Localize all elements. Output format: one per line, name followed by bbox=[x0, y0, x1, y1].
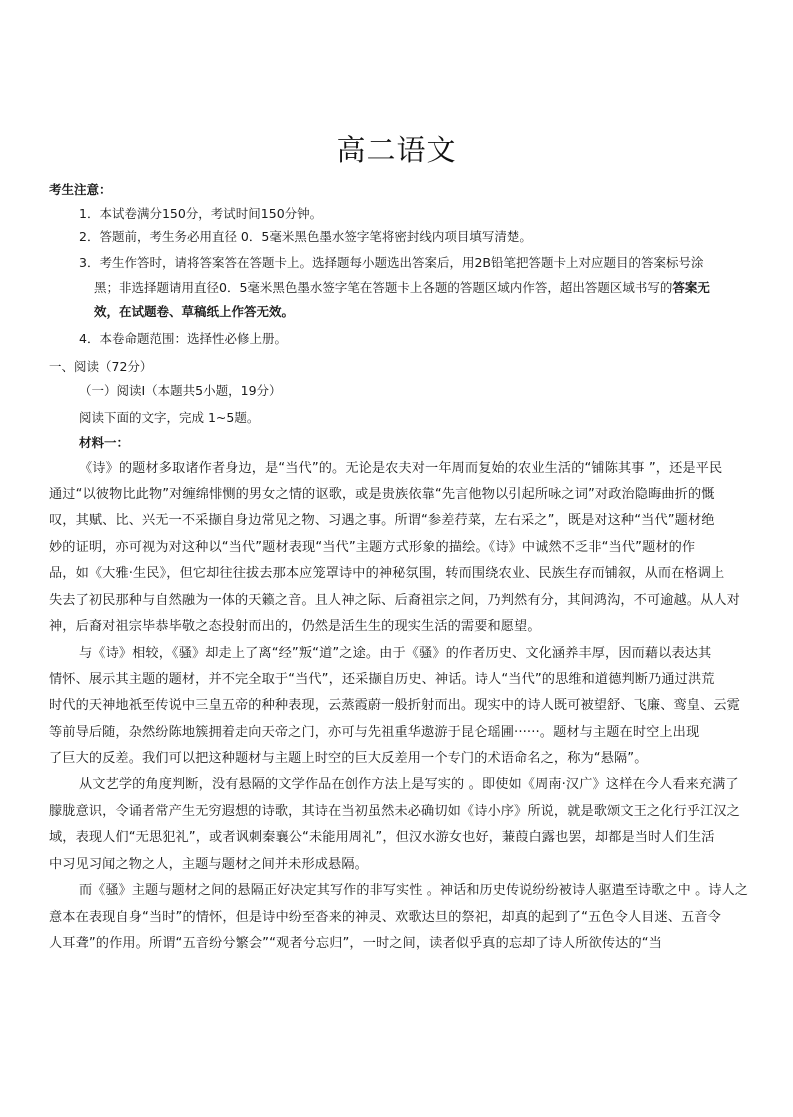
passage-line: 等前导后随，杂然纷陈地簇拥着走向天帝之门，亦可与先祖重华遨游于昆仑瑶圃······。题材与主题在时空上出现 bbox=[49, 725, 700, 740]
page-title: 高二语文 bbox=[336, 133, 457, 167]
passage-line: 意本在表现自身“当时”的情怀，但是诗中纷至沓来的神灵、欢歌达旦的祭祀，却真的起到了“五色令人目迷、五音令 bbox=[49, 910, 721, 925]
passage-line: 妙的证明，亦可视为对这种以“当代”题材表现“当代”主题方式形象的描绘。《诗》中诚然不乏非“当代”题材的作 bbox=[49, 540, 696, 555]
passage-line: 中习见习闻之物之人，主题与题材之间并未形成悬隔。 bbox=[49, 857, 368, 872]
notice-item: 1．本试卷满分150分，考试时间150分钟。 bbox=[79, 206, 323, 221]
notice-item: 2．答题前，考生务必用直径 0．5毫米黑色墨水签字笔将密封线内项目填写清楚。 bbox=[79, 229, 532, 244]
notice-item-text: 黑；非选择题请用直径0．5毫米黑色墨水签字笔在答题卡上各题的答题区域内作答，超出答题区域书写的 bbox=[94, 280, 673, 295]
passage-line: 人耳聋”的作用。所谓“五音纷兮繁会”“观者兮忘归”，一时之间，读者似乎真的忘却了诗人所欲传达的“当 bbox=[49, 936, 662, 951]
passage-line: 而《骚》主题与题材之间的悬隔正好决定其写作的非写实性 。神话和历史传说纷纷被诗人驱遣至诗歌之中 。诗人之 bbox=[79, 883, 748, 898]
passage-line: 失去了初民那种与自然融为一体的天籁之音。且人神之际、后裔祖宗之间，乃判然有分，其间鸿沟，不可逾越。从人对 bbox=[49, 593, 740, 608]
passage-line: 域，表现人们“无思犯礼”，或者讽刺秦襄公“未能用周礼”，但汉水游女也好，蒹葭白露也罢，却都是当时人们生活 bbox=[49, 830, 715, 845]
notice-item: 3．考生作答时，请将答案答在答题卡上。选择题每小题选出答案后，用2B铅笔把答题卡上对应题目的答案标号涂 bbox=[79, 255, 704, 270]
passage-line: 朦胧意识，令诵者常产生无穷遐想的诗歌，其诗在当初虽然未必确切如《诗小序》所说，就是歌颂文王之化行乎江汉之 bbox=[49, 804, 740, 819]
passage-line: 了巨大的反差。我们可以把这种题材与主题上时空的巨大反差用一个专门的术语命名之，称为“悬隔”。 bbox=[49, 751, 648, 766]
passage-line: 《诗》的题材多取诸作者身边，是“当代”的。无论是农夫对一年周而复始的农业生活的“铺陈其事 ”，还是平民 bbox=[79, 461, 723, 476]
notice-item-bold-line: 效，在试题卷、草稿纸上作答无效。 bbox=[94, 304, 295, 319]
notice-heading: 考生注意： bbox=[49, 182, 112, 197]
section-instruction: 阅读下面的文字，完成 1~5题。 bbox=[79, 410, 260, 425]
passage-line: 从文艺学的角度判断，没有悬隔的文学作品在创作方法上是写实的 。即使如《周南·汉广》这样在今人看来充满了 bbox=[79, 777, 739, 792]
material-label: 材料一： bbox=[79, 435, 130, 450]
passage-line: 情怀、展示其主题的题材，并不完全取于“当代”，还采撷自历史、神话。诗人“当代”的思维和道德判断乃通过洪荒 bbox=[49, 672, 715, 687]
passage-line: 品，如《大雅·生民》，但它却往往拔去那本应笼罩诗中的神秘氛围，转而围绕农业、民族生存而铺叙，从而在格调上 bbox=[49, 566, 725, 581]
passage-line: 神，后裔对祖宗毕恭毕敬之态投射而出的，仍然是活生生的现实生活的需要和愿望。 bbox=[49, 619, 541, 634]
passage-line: 与《诗》相较，《骚》却走上了离“经”叛“道”之途。由于《骚》的作者历史、文化涵养丰厚，因而藉以表达其 bbox=[79, 646, 712, 661]
passage-line: 时代的天神地祇至传说中三皇五帝的种种表现，云蒸霞蔚一般折射而出。现实中的诗人既可被望舒、飞廉、鸾皇、云霓 bbox=[49, 698, 740, 713]
passage-line: 叹，其赋、比、兴无一不采撷自身边常见之物、习遇之事。所谓“参差荇菜，左右采之”，既是对这种“当代”题材绝 bbox=[49, 513, 715, 528]
notice-item-continued bbox=[94, 280, 710, 296]
section-heading: 一、阅读（72分） bbox=[49, 359, 153, 374]
section-subheading: （一）阅读Ⅰ（本题共5小题，19分） bbox=[79, 383, 282, 398]
notice-item-bold: 答案无 bbox=[672, 280, 710, 295]
passage-line: 通过“以彼物比此物”对缠绵悱恻的男女之情的讴歌，或是贵族依靠“先言他物以引起所咏之词”对政治隐晦曲折的慨 bbox=[49, 487, 715, 502]
notice-item: 4．本卷命题范围：选择性必修上册。 bbox=[79, 331, 287, 346]
